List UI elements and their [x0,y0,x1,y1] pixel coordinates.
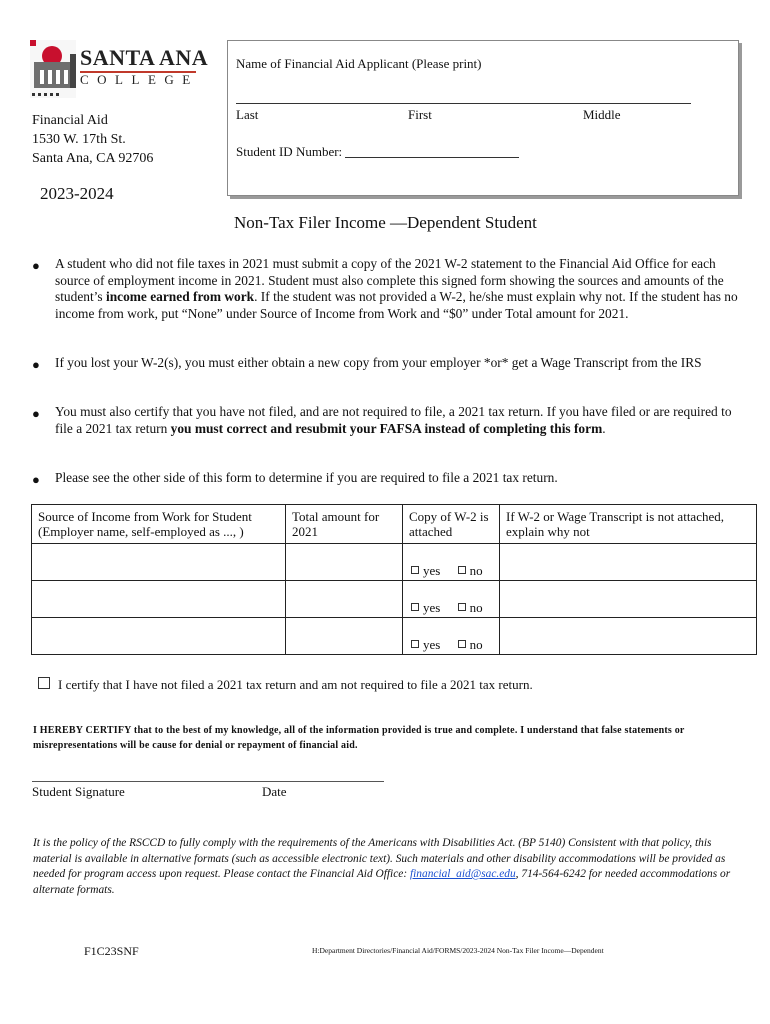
header-w2: Copy of W-2 is attached [403,505,500,544]
applicant-name-field[interactable] [236,89,691,104]
no-checkbox[interactable] [458,566,466,574]
office-city: Santa Ana, CA 92706 [32,151,154,166]
instruction-bullet-3: You must also certify that you have not filed, and are not required to file, a 2021 tax return. If you have filed or are required to file a 2021 tax return you must correct and resubmit your FAFSA instead of completing this form. [55,404,732,436]
explain-cell[interactable] [500,581,757,618]
explain-cell[interactable] [500,618,757,655]
source-cell[interactable] [32,544,286,581]
college-logo-icon [30,40,76,98]
logo-college-name: SANTA ANA [80,45,209,70]
certify-statement: I certify that I have not filed a 2021 tax return and am not required to file a 2021 tax return. [58,677,533,692]
student-id-field[interactable] [345,143,519,158]
instruction-bullet-1: A student who did not file taxes in 2021 must submit a copy of the 2021 W-2 statement to the Financial Aid Office for each source of employment income in 2021. Student must also complete this signed form showing the sources and amounts of the student’s income earned from work. If the student was not provided a W-2, he/she must explain why not. If the student has no income from work, put “None” under Source of Income from Work and “$0” under Total amount for 2021. [55,256,738,321]
header-explain: If W-2 or Wage Transcript is not attached, explain why not [500,505,757,544]
signature-line[interactable] [32,781,384,782]
yes-checkbox[interactable] [411,566,419,574]
yes-checkbox[interactable] [411,603,419,611]
bullet-dot-icon: ● [32,472,40,487]
student-id-label: Student ID Number: [236,144,343,159]
table-header-row [32,505,757,544]
award-year: 2023-2024 [40,184,114,203]
certify-checkbox[interactable] [38,677,50,689]
first-name-label: First [408,107,432,122]
ada-policy-text: It is the policy of the RSCCD to fully comply with the requirements of the Americans with Disabilities Act. (BP 5140) Consistent with that policy, this material is available in alternative formats (such as accessible electronic text). Such materials and other disability accommodations will be provided as needed for program access upon request. Please contact the Financial Aid Office: financial_aid@sac.edu, 714-564-6242 for needed accommodations or alternate formats. [33,837,731,896]
file-path: H:Department Directories/Financial Aid/FORMS/2023-2024 Non-Tax Filer Income—Dependent [312,946,604,955]
logo-college-word: COLLEGE [80,72,199,87]
header-total: Total amount for 2021 [286,505,403,544]
instruction-bullet-2: If you lost your W-2(s), you must either obtain a new copy from your employer *or* get a Wage Transcript from the IRS [55,355,702,370]
certification-text: I HEREBY CERTIFY that to the best of my knowledge, all of the information provided is true and complete. I understand that false statements or misrepresentations will be cause for denial or repayment of financial aid. [33,725,685,751]
financial-aid-email-link[interactable]: financial_aid@sac.edu [409,868,516,880]
no-checkbox[interactable] [458,640,466,648]
w2-cell [403,618,500,655]
bullet-dot-icon: ● [32,406,40,421]
yes-label: yes [423,637,441,652]
applicant-name-label: Name of Financial Aid Applicant (Please print) [236,56,482,71]
form-code: F1C23SNF [84,944,139,958]
table-row [32,544,757,581]
yes-checkbox[interactable] [411,640,419,648]
header-source: Source of Income from Work for Student (Employer name, self-employed as ..., ) [32,505,286,544]
no-label: no [469,600,483,615]
source-cell[interactable] [32,581,286,618]
bullet-dot-icon: ● [32,357,40,372]
amount-cell[interactable] [286,544,403,581]
explain-cell[interactable] [500,544,757,581]
date-label: Date [262,784,287,799]
source-cell[interactable] [32,618,286,655]
no-label: no [469,637,483,652]
no-label: no [469,563,483,578]
amount-cell[interactable] [286,618,403,655]
bullet-dot-icon: ● [32,258,40,273]
amount-cell[interactable] [286,581,403,618]
w2-cell [403,581,500,618]
office-name: Financial Aid [32,113,108,128]
student-signature-label: Student Signature [32,784,125,799]
office-street: 1530 W. 17th St. [32,132,126,147]
instruction-bullet-4: Please see the other side of this form to determine if you are required to file a 2021 tax return. [55,470,558,485]
income-table [31,504,757,655]
middle-name-label: Middle [583,107,621,122]
table-row [32,581,757,618]
yes-label: yes [423,563,441,578]
table-row [32,618,757,655]
last-name-label: Last [236,107,259,122]
no-checkbox[interactable] [458,603,466,611]
form-title: Non-Tax Filer Income —Dependent Student [234,213,537,232]
w2-cell [403,544,500,581]
applicant-info-box [227,40,739,196]
yes-label: yes [423,600,441,615]
